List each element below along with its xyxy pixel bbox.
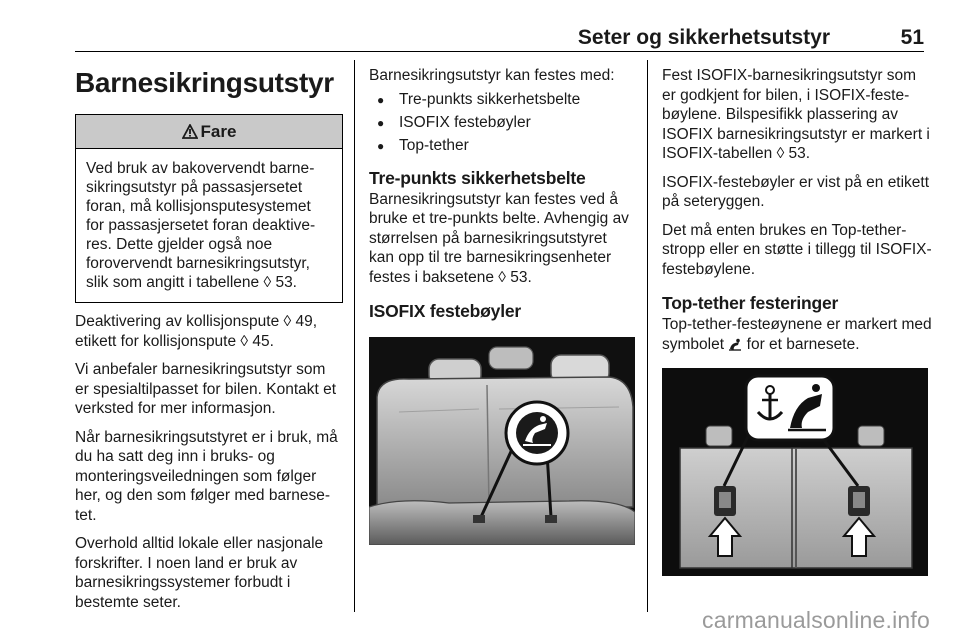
column-1 bbox=[75, 66, 343, 612]
column-3 bbox=[662, 66, 932, 576]
paragraph: Deaktivering av kollisjonspute ◊ 49, etikett for kollisjonspute ◊ 45. bbox=[75, 313, 318, 350]
warning-title: Fare bbox=[200, 122, 237, 141]
paragraph: Når barnesikringsutstyret er i bruk, må du ha satt deg inn i bruks- og monteringsveiledningen som følger her, og den som følger med barnesetet. bbox=[75, 428, 338, 524]
paragraph: Fest ISOFIX-barnesikringsutstyr som er godkjent for bilen, i ISOFIX-festebøylene. Bilspesifikk plassering av ISOFIX barnesikringsutstyr er markert i ISOFIX-tabellen ◊ 53. bbox=[662, 67, 930, 162]
attachment-list bbox=[369, 90, 635, 156]
paragraph: Det må enten brukes en Top-tether-stropp eller en støtte i tillegg til ISOFIX-festebøylene. bbox=[662, 221, 932, 278]
intro-text: Barnesikringsutstyr kan festes med: bbox=[369, 67, 615, 84]
running-header-title: Seter og sikkerhetsutstyr bbox=[577, 26, 830, 49]
list-item: ● Tre-punkts sikkerhetsbelte bbox=[369, 90, 635, 110]
paragraph: ISOFIX-festebøyler er vist på en etikett på seteryggen. bbox=[662, 173, 930, 210]
subheading-three-point-belt: Tre-punkts sikkerhetsbelte bbox=[369, 167, 586, 188]
list-item: ● ISOFIX festebøyler bbox=[369, 113, 635, 133]
paragraph: Vi anbefaler barnesikringsutstyr som er spesialtilpasset for bilen. Kontakt et verksted for mer informasjon. bbox=[75, 361, 337, 417]
text-after-symbol: for et barnesete. bbox=[742, 335, 860, 353]
page-number: 51 bbox=[900, 26, 924, 49]
column-divider-1 bbox=[354, 60, 355, 612]
warning-header bbox=[76, 115, 342, 149]
warning-triangle-icon bbox=[182, 115, 198, 149]
paragraph: Barnesikringsutstyr kan festes ved å bruke et tre-punkts belte. Avhengig av størrelsen på barnesikringsutstyret kan opp til tre barnesikringsenheter festes i baksetene ◊ 53. bbox=[369, 190, 629, 286]
paragraph-top-tether bbox=[662, 315, 932, 354]
top-tether-figure bbox=[662, 368, 928, 576]
paragraph: Overhold alltid lokale eller nasjonale forskrifter. I noen land er bruk av barnesikringssystemer forbudt i bestemte seter. bbox=[75, 535, 324, 611]
subheading-isofix: ISOFIX festebøyler bbox=[369, 301, 522, 321]
isofix-figure bbox=[369, 337, 635, 545]
text-before-symbol: Top-tether-festeøynene er markert med symbolet bbox=[662, 316, 932, 353]
header-rule bbox=[75, 51, 924, 52]
list-item: ● Top-tether bbox=[369, 136, 635, 156]
column-2 bbox=[369, 66, 635, 545]
warning-text: Ved bruk av bakovervendt barnesikringsutstyr på passasjersetet foran, må kollisjonsputesystemet for passasjersetet foran deaktiveres. Dette gjelder også noe forovervendt barnesikringsutstyr, slik som angitt i tabellene ◊ 53. bbox=[86, 160, 316, 291]
top-tether-icon bbox=[728, 336, 742, 353]
section-title: Barnesikringsutstyr bbox=[75, 67, 334, 98]
subheading-top-tether: Top-tether festeringer bbox=[662, 293, 839, 313]
column-divider-2 bbox=[647, 60, 648, 612]
watermark: carmanualsonline.info bbox=[702, 607, 930, 633]
warning-box bbox=[75, 114, 343, 303]
